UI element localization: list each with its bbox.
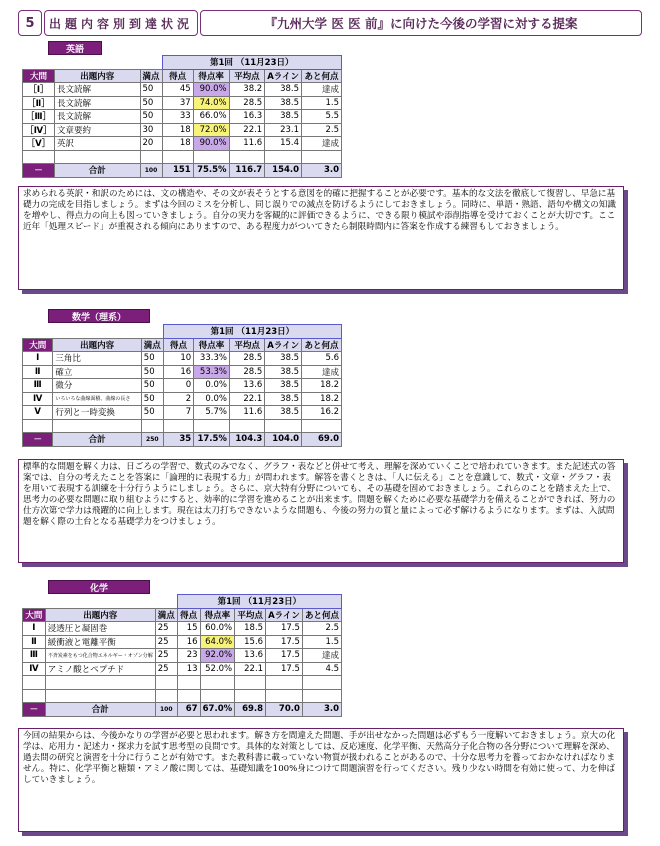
- cell-haiten: 25: [155, 622, 177, 636]
- cell-aline: 17.5: [266, 635, 303, 649]
- cell-rate: 17.5%: [194, 433, 230, 447]
- table-row: [23, 137, 342, 151]
- cell-remain: 3.0: [302, 703, 341, 717]
- col-remain: あと何点: [302, 338, 342, 352]
- cell-content: 文章要約: [54, 123, 140, 137]
- cell-aline: 38.5: [265, 365, 302, 379]
- cell-remain: 達成: [302, 649, 341, 663]
- table-row: [23, 392, 342, 406]
- cell-score: 2: [163, 392, 193, 406]
- cell-haiten: 50: [141, 352, 163, 366]
- table-row-empty: [23, 419, 342, 433]
- cell-score: 7: [163, 406, 193, 420]
- col-haiten: 満点: [140, 69, 162, 83]
- cell-avg: 28.5: [229, 352, 264, 366]
- cell-score: 18: [162, 123, 193, 137]
- col-content: 出題内容: [53, 338, 141, 352]
- cell-avg: 69.8: [235, 703, 266, 717]
- cell-haiten: 25: [155, 662, 177, 676]
- cell-aline: 38.5: [265, 352, 302, 366]
- cell-remain: 4.5: [302, 662, 341, 676]
- cell-score: 13: [177, 662, 200, 676]
- cell-avg: 22.1: [229, 123, 265, 137]
- page-title: 『九州大学 医 医 前』に向けた今後の学習に対する提案: [200, 10, 642, 36]
- table-row: [23, 635, 342, 649]
- cell-avg: 22.1: [235, 662, 266, 676]
- cell-daimon: －: [23, 164, 55, 178]
- cell-aline: 17.5: [266, 622, 303, 636]
- cell-score: 33: [162, 110, 193, 124]
- cell-score: 23: [177, 649, 200, 663]
- table-row: [23, 406, 342, 420]
- table-row-empty: [23, 150, 342, 164]
- col-avg: 平均点: [235, 608, 266, 622]
- cell-rate: 0.0%: [194, 392, 230, 406]
- cell-haiten: 50: [141, 392, 163, 406]
- comment-english: 求められる英訳・和訳のためには、文の構造や、その文が表そうとする意図を的確に把握することが必要です。基本的な文法を徹底して復習し、早急に基礎力の完成を目指しましょう。まずは今回のミスを分析し、同じ誤りでの減点を防げるようにしておきましょう。同時に、単語・熟語、語句や構文の知識を増やし、得点力の向上も図っていきましょう。自分の実力を客観的に評価できるように、できる限り模試や添削指導を受けておくことが大切です。ここ近年「処理スピード」が重視される傾向にありますので、ある程度力がついてきたら制限時間内に答案を作成する練習もしておきましょう。: [18, 186, 624, 290]
- cell-remain: 達成: [302, 137, 342, 151]
- cell-aline: 38.5: [265, 379, 302, 393]
- cell-score: 67: [177, 703, 200, 717]
- cell-content: 英訳: [54, 137, 140, 151]
- cell-content: 長文読解: [54, 83, 140, 97]
- cell-avg: 13.6: [235, 649, 266, 663]
- cell-haiten: 30: [140, 123, 162, 137]
- cell-aline: 17.5: [266, 649, 303, 663]
- cell-avg: 11.6: [229, 406, 264, 420]
- cell-remain: 1.5: [302, 635, 341, 649]
- cell-content: いろいろな曲線面積、曲線の長さ: [53, 392, 141, 406]
- cell-remain: 2.5: [302, 123, 342, 137]
- cell-avg: 38.2: [229, 83, 265, 97]
- cell-aline: 38.5: [265, 110, 302, 124]
- cell-rate: 66.0%: [193, 110, 229, 124]
- table-row-empty: [23, 689, 342, 703]
- cell-daimon: ［Ⅳ］: [23, 123, 55, 137]
- cell-rate: 67.0%: [200, 703, 235, 717]
- cell-aline: 38.5: [265, 392, 302, 406]
- cell-haiten: 100: [155, 703, 177, 717]
- table-row: [23, 110, 342, 124]
- table-row: [23, 123, 342, 137]
- col-avg: 平均点: [229, 69, 265, 83]
- table-row: [23, 352, 342, 366]
- cell-rate: 90.0%: [193, 137, 229, 151]
- table-row: [23, 365, 342, 379]
- table-row: [23, 379, 342, 393]
- table-row: [23, 649, 342, 663]
- col-rate: 得点率: [193, 69, 229, 83]
- table-total-row: [23, 433, 342, 447]
- cell-daimon: Ⅲ: [23, 649, 46, 663]
- cell-daimon: －: [23, 433, 53, 447]
- cell-rate: 33.3%: [194, 352, 230, 366]
- col-remain: あと何点: [302, 608, 341, 622]
- cell-content: 合計: [45, 703, 155, 717]
- cell-remain: 達成: [302, 83, 342, 97]
- cell-aline: 104.0: [265, 433, 302, 447]
- table-row: [23, 96, 342, 110]
- subject-label-chemistry: 化学: [48, 580, 150, 594]
- cell-remain: 達成: [302, 365, 342, 379]
- col-haiten: 満点: [155, 608, 177, 622]
- comment-chemistry: 今回の結果からは、今後かなりの学習が必要と思われます。解き方を間違えた問題、手が出せなかった問題は必ずもう一度解いておきましょう。京大の化学は、応用力・記述力・探求力を試す思考型の良問です。具体的な対策としては、反応速度、化学平衡、天然高分子化合物の各分野について理解を深め、過去問の研究と演習を十分に行うことが有効です。また教科書に載っていない物質が扱われることがあるので、十分な思考力を養っておかなければなりません。特に、化学平衡と糖類・アミノ酸に関しては、基礎知識を100%身につけて問題演習を行ってください。残り少ない時間を有効に使って、力を伸ばしていきましょう。: [18, 728, 624, 832]
- cell-daimon: Ⅳ: [23, 662, 46, 676]
- cell-content: 長文読解: [54, 110, 140, 124]
- cell-aline: 70.0: [266, 703, 303, 717]
- cell-daimon: ［Ⅰ］: [23, 83, 55, 97]
- cell-score: 18: [162, 137, 193, 151]
- cell-avg: 28.5: [229, 96, 265, 110]
- col-aline: Aライン: [266, 608, 303, 622]
- cell-content: 合計: [53, 433, 141, 447]
- cell-rate: 5.7%: [194, 406, 230, 420]
- cell-daimon: －: [23, 703, 46, 717]
- cell-haiten: 50: [141, 379, 163, 393]
- col-daimon: 大問: [23, 338, 53, 352]
- cell-content: 行列と一時変換: [53, 406, 141, 420]
- cell-rate: 52.0%: [200, 662, 235, 676]
- table-total-row: [23, 164, 342, 178]
- cell-remain: 3.0: [302, 164, 342, 178]
- cell-haiten: 50: [141, 406, 163, 420]
- col-daimon: 大問: [23, 608, 46, 622]
- cell-haiten: 25: [155, 649, 177, 663]
- col-haiten: 満点: [141, 338, 163, 352]
- cell-avg: 16.3: [229, 110, 265, 124]
- cell-haiten: 100: [140, 164, 162, 178]
- cell-daimon: Ⅱ: [23, 365, 53, 379]
- cell-haiten: 25: [155, 635, 177, 649]
- cell-remain: 16.2: [302, 406, 342, 420]
- cell-rate: 64.0%: [200, 635, 235, 649]
- cell-aline: 154.0: [265, 164, 302, 178]
- round-header: 第1回 （11月23日）: [163, 325, 341, 339]
- col-score: 得点: [163, 338, 193, 352]
- cell-score: 10: [163, 352, 193, 366]
- score-table-chemistry: [22, 594, 342, 717]
- cell-daimon: Ⅱ: [23, 635, 46, 649]
- cell-content: 不斉炭素をもつ化合物エネルギー・オゾン分解: [45, 649, 155, 663]
- cell-avg: 11.6: [229, 137, 265, 151]
- cell-remain: 2.5: [302, 622, 341, 636]
- cell-haiten: 250: [141, 433, 163, 447]
- cell-rate: 72.0%: [193, 123, 229, 137]
- subject-label-math: 数学（理系）: [48, 309, 150, 323]
- cell-haiten: 50: [140, 110, 162, 124]
- cell-rate: 74.0%: [193, 96, 229, 110]
- col-score: 得点: [162, 69, 193, 83]
- cell-avg: 22.1: [229, 392, 264, 406]
- cell-haiten: 50: [140, 96, 162, 110]
- cell-score: 37: [162, 96, 193, 110]
- col-content: 出題内容: [54, 69, 140, 83]
- cell-aline: 38.5: [265, 96, 302, 110]
- round-header: 第1回 （11月23日）: [162, 56, 341, 70]
- cell-score: 15: [177, 622, 200, 636]
- section-category: 出題内容別到達状況: [44, 10, 198, 36]
- col-aline: Aライン: [265, 338, 302, 352]
- cell-daimon: ［Ⅲ］: [23, 110, 55, 124]
- cell-avg: 15.6: [235, 635, 266, 649]
- subject-label-english: 英語: [48, 41, 102, 55]
- cell-score: 45: [162, 83, 193, 97]
- cell-haiten: 20: [140, 137, 162, 151]
- comment-math: 標準的な問題を解く力は、日ごろの学習で、数式のみでなく、グラフ・表などと併せて考え、理解を深めていくことで培われていきます。また記述式の答案では、自分の考えたことを答案に「論理的に表現する力」が問われます。解答を書くときは、「人に伝える」ことを意識して、数式・文章・グラフ・表を用いて表現する訓練を十分行うようにしましょう。さらに、京大特有分野についても、その基礎を固めておきましょう。これらのことを踏まえた上で、思考力の必要な問題に取り組むようにすると、効率的に学習を進めることが出来ます。問題を解くために必要な基礎学力を備えることができれば、努力の仕方次第で学力は飛躍的に向上します。現在は太刀打ちできないような問題も、今後の努力の質と量によって必ず解けるようになります。まずは、入試問題を解く際の土台となる基礎学力をつけましょう。: [18, 459, 624, 563]
- table-row: [23, 83, 342, 97]
- cell-daimon: ［Ⅱ］: [23, 96, 55, 110]
- cell-content: 確立: [53, 365, 141, 379]
- cell-score: 151: [162, 164, 193, 178]
- cell-remain: 5.5: [302, 110, 342, 124]
- cell-remain: 18.2: [302, 392, 342, 406]
- cell-rate: 53.3%: [194, 365, 230, 379]
- cell-rate: 75.5%: [193, 164, 229, 178]
- cell-avg: 116.7: [229, 164, 265, 178]
- cell-daimon: Ⅰ: [23, 622, 46, 636]
- cell-score: 0: [163, 379, 193, 393]
- cell-avg: 104.3: [229, 433, 264, 447]
- cell-score: 16: [163, 365, 193, 379]
- col-aline: Aライン: [265, 69, 302, 83]
- cell-rate: 90.0%: [193, 83, 229, 97]
- cell-avg: 18.5: [235, 622, 266, 636]
- table-total-row: [23, 703, 342, 717]
- cell-remain: 69.0: [302, 433, 342, 447]
- cell-score: 35: [163, 433, 193, 447]
- cell-score: 16: [177, 635, 200, 649]
- cell-rate: 0.0%: [194, 379, 230, 393]
- col-rate: 得点率: [200, 608, 235, 622]
- cell-aline: 17.5: [266, 662, 303, 676]
- score-table-english: [22, 55, 342, 178]
- table-row: [23, 622, 342, 636]
- cell-aline: 23.1: [265, 123, 302, 137]
- cell-aline: 38.5: [265, 83, 302, 97]
- cell-haiten: 50: [141, 365, 163, 379]
- cell-daimon: Ⅲ: [23, 379, 53, 393]
- cell-daimon: ［Ⅴ］: [23, 137, 55, 151]
- cell-haiten: 50: [140, 83, 162, 97]
- cell-rate: 92.0%: [200, 649, 235, 663]
- cell-avg: 28.5: [229, 365, 264, 379]
- col-score: 得点: [177, 608, 200, 622]
- cell-aline: 38.5: [265, 406, 302, 420]
- col-daimon: 大問: [23, 69, 55, 83]
- section-number: 5: [18, 10, 42, 36]
- col-remain: あと何点: [302, 69, 342, 83]
- col-avg: 平均点: [229, 338, 264, 352]
- col-rate: 得点率: [194, 338, 230, 352]
- cell-content: 合計: [54, 164, 140, 178]
- cell-daimon: Ⅰ: [23, 352, 53, 366]
- table-row: [23, 662, 342, 676]
- cell-avg: 13.6: [229, 379, 264, 393]
- cell-aline: 15.4: [265, 137, 302, 151]
- cell-remain: 18.2: [302, 379, 342, 393]
- round-header: 第1回 （11月23日）: [177, 595, 341, 609]
- cell-daimon: Ⅴ: [23, 406, 53, 420]
- cell-remain: 5.6: [302, 352, 342, 366]
- cell-rate: 60.0%: [200, 622, 235, 636]
- table-row-empty: [23, 676, 342, 690]
- score-table-math: [22, 324, 342, 447]
- cell-content: アミノ酸とペプチド: [45, 662, 155, 676]
- col-content: 出題内容: [45, 608, 155, 622]
- cell-content: 長文読解: [54, 96, 140, 110]
- cell-content: 浸透圧と凝固巻: [45, 622, 155, 636]
- cell-content: 三角比: [53, 352, 141, 366]
- cell-content: 微分: [53, 379, 141, 393]
- cell-daimon: Ⅳ: [23, 392, 53, 406]
- cell-remain: 1.5: [302, 96, 342, 110]
- cell-content: 緩衝液と電離平衡: [45, 635, 155, 649]
